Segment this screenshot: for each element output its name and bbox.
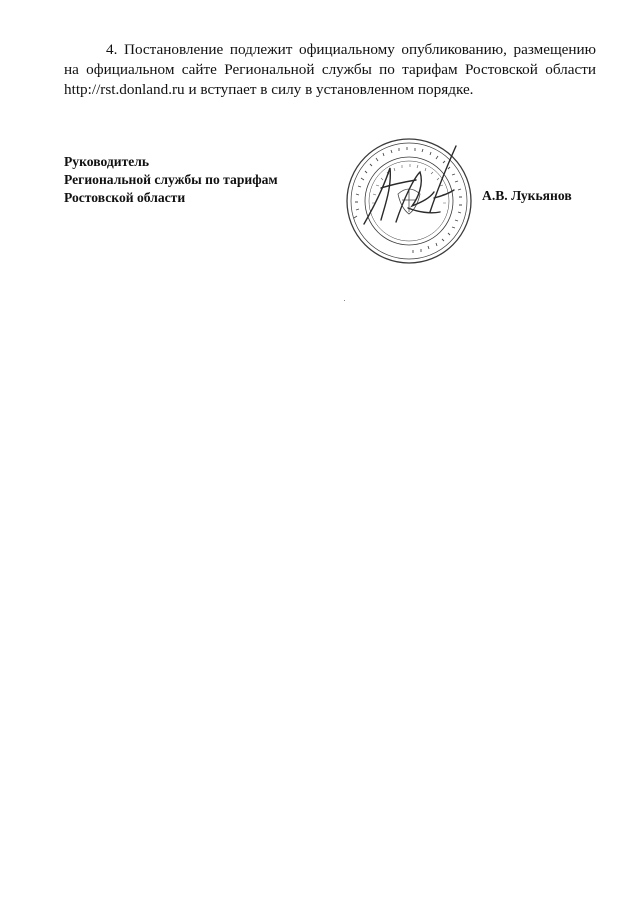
paragraph-4: 4. Постановление подлежит официальному опубликованию, размещению на официальном сайте Региональной службы по тарифам Ростовской области http://rst.donland.ru и вступает в силу в установленном порядке. [64,41,596,98]
position-line-2: Региональной службы по тарифам [64,172,278,187]
position-line-3: Ростовской области [64,190,186,205]
official-seal-icon [334,128,484,278]
scan-speck [344,300,345,301]
signature-position [64,153,278,207]
position-line-1: Руководитель [64,154,150,169]
signer-name: А.В. Лукьянов [482,188,572,203]
